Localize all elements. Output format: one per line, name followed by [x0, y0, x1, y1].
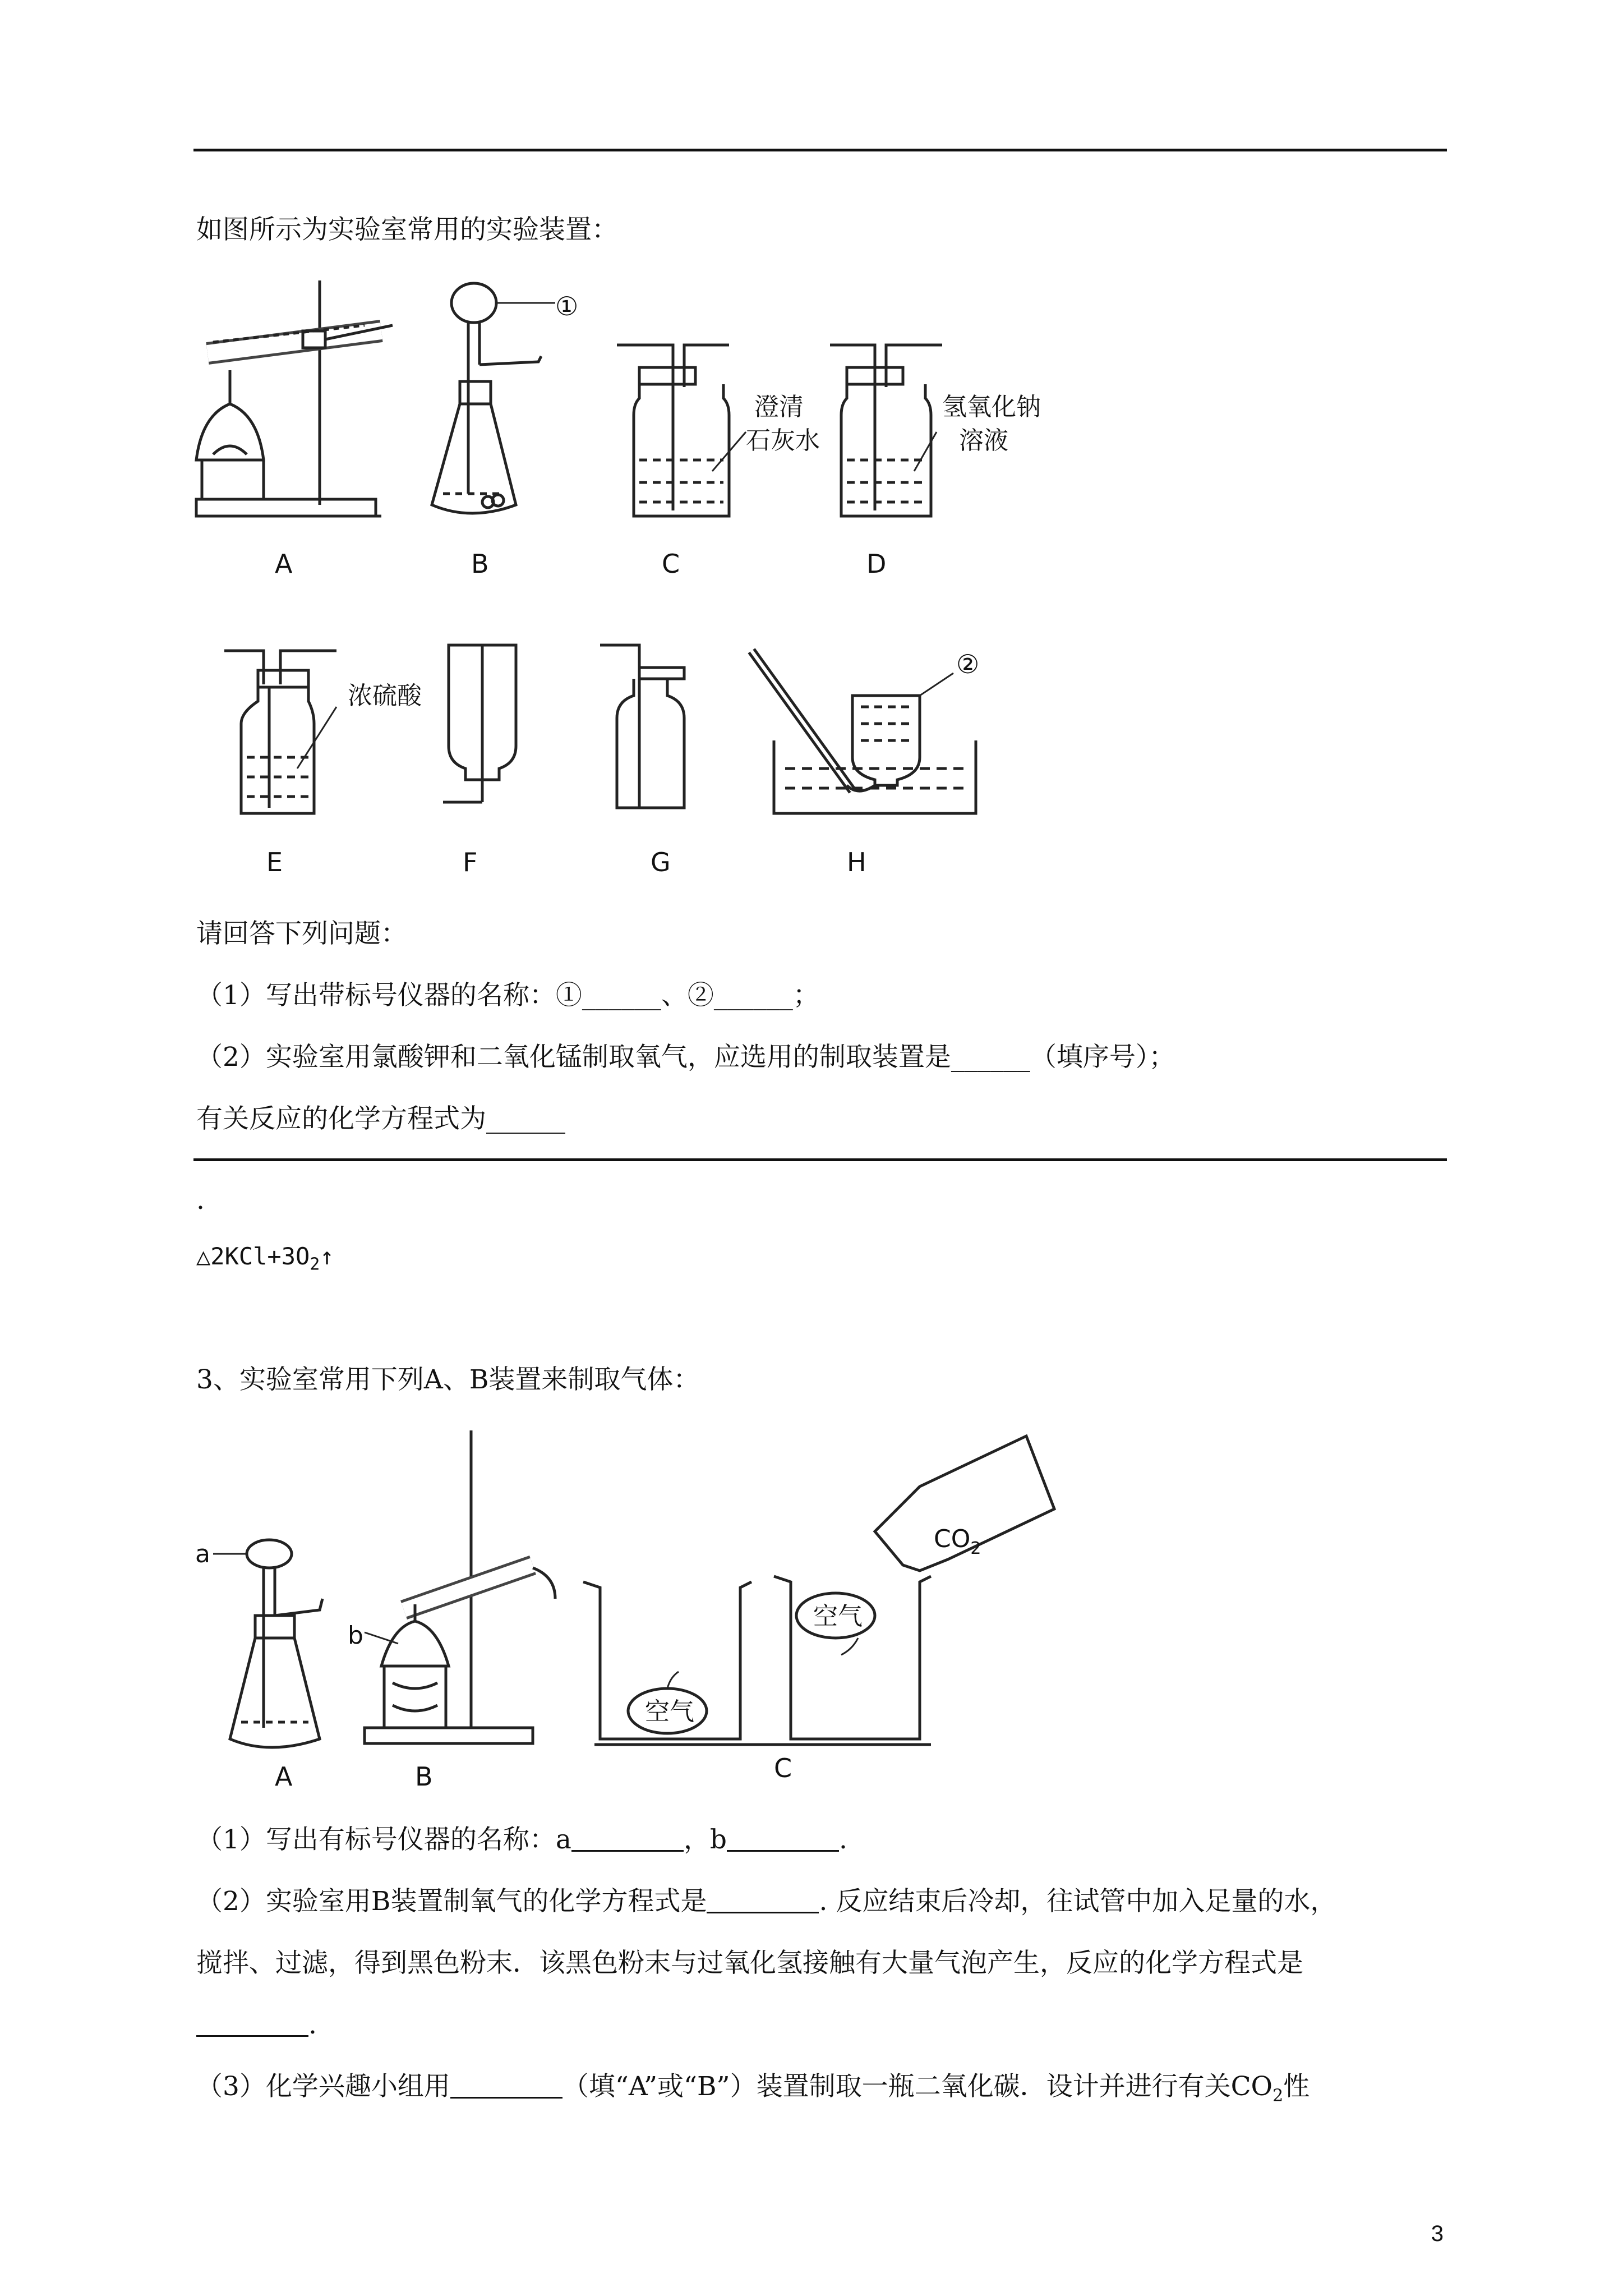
apparatus2-a [213, 1540, 322, 1747]
callout-one: ① [555, 291, 579, 321]
label-air-1: 空气 [645, 1697, 694, 1726]
fig1-label-e: E [266, 847, 283, 877]
figure2 [0, 1414, 1623, 1778]
figure1-row2 [0, 628, 1623, 909]
equation-line [196, 1240, 334, 1281]
apparatus2-b [365, 1430, 555, 1743]
s2-q3-prefix: （3）化学兴趣小组用 [196, 2071, 450, 2102]
fig1-label-a: A [275, 549, 293, 579]
fig1-label-h: H [847, 847, 866, 877]
answer-blank-equation-2[interactable] [196, 2009, 308, 2037]
label-air-2: 空气 [813, 1602, 863, 1631]
section2-title: 3、实验室常用下列A、B装置来制取气体： [196, 1364, 700, 1395]
fig1-label-b: B [471, 549, 489, 579]
label-d-liquid-1: 氢氧化钠 [942, 393, 1041, 421]
s2-q2-prefix: （2）实验室用B装置制氧气的化学方程式是 [196, 1886, 707, 1917]
s2-question-1 [196, 1823, 847, 1857]
answer-blank-a[interactable] [571, 1824, 684, 1852]
apparatus-d [830, 345, 942, 516]
question-2b: 有关反应的化学方程式为______ [196, 1103, 565, 1134]
section1-intro: 如图所示为实验室常用的实验装置： [196, 214, 618, 245]
fig1-label-f: F [463, 847, 478, 877]
s2-question-3 [196, 2070, 1310, 2113]
stray-dot: . [196, 1185, 205, 1216]
s2-q1-mid: ，b [683, 1824, 727, 1855]
callout-two: ② [956, 649, 980, 679]
fig2-label-b: B [415, 1761, 433, 1792]
s2-q2-end: . [308, 2009, 317, 2040]
s2-q1-end: . [839, 1824, 847, 1855]
label-a: a [195, 1540, 210, 1568]
header-rule [193, 149, 1447, 151]
equation-sub: 2 [310, 1254, 320, 1274]
label-b: b [348, 1621, 363, 1650]
fig2-label-a: A [275, 1761, 293, 1792]
answer-blank-device[interactable] [450, 2071, 562, 2099]
apparatus-c [617, 345, 746, 516]
s2-q1-prefix: （1）写出有标号仪器的名称：a [196, 1824, 571, 1855]
apparatus-h [751, 651, 976, 813]
page-number: 3 [1431, 2221, 1444, 2246]
middle-rule [193, 1158, 1447, 1161]
label-c-liquid-1: 澄清 [754, 393, 804, 421]
apparatus-b [432, 283, 555, 513]
label-c-liquid-2: 石灰水 [746, 426, 820, 455]
s2-q3-sub: 2 [1272, 2086, 1284, 2106]
co2-label: $CO_2$ [934, 1525, 981, 1558]
s2-q3-tail: 性 [1283, 2071, 1310, 2102]
fig1-label-c: C [662, 549, 680, 579]
s2-question-2-line1 [196, 1885, 1336, 1918]
answer-blank-equation-1[interactable] [707, 1886, 819, 1913]
prompt-text: 请回答下列问题： [196, 918, 407, 949]
question-1: （1）写出带标号仪器的名称：①______、②______； [196, 980, 819, 1011]
s2-q2-suffix: . 反应结束后冷却，往试管中加入足量的水， [819, 1886, 1337, 1917]
equation-arrow: ↑ [320, 1243, 334, 1270]
s2-q3-suffix: （填“A”或“B”）装置制取一瓶二氧化碳．设计并进行有关CO [562, 2071, 1273, 2102]
apparatus-f [443, 645, 516, 802]
label-d-liquid-2: 溶液 [959, 426, 1008, 455]
apparatus-g [600, 645, 684, 808]
figure1-row1 [0, 269, 1623, 606]
s2-question-2-line2: 搅拌、过滤，得到黑色粉末．该黑色粉末与过氧化氢接触有大量气泡产生，反应的化学方程式是 [196, 1948, 1303, 1978]
question-2: （2）实验室用氯酸钾和二氧化锰制取氧气，应选用的制取装置是______（填序号）； [196, 1042, 1175, 1073]
apparatus-a [196, 280, 393, 516]
answer-blank-b[interactable] [727, 1824, 839, 1852]
apparatus-e [224, 651, 336, 813]
fig1-label-d: D [866, 549, 887, 579]
equation-main: △2KCl+3O [196, 1243, 310, 1270]
s2-question-2-line3 [196, 2008, 317, 2042]
fig2-label-c: C [774, 1753, 792, 1783]
fig1-label-g: G [651, 847, 671, 877]
label-e-liquid: 浓硫酸 [348, 682, 422, 710]
